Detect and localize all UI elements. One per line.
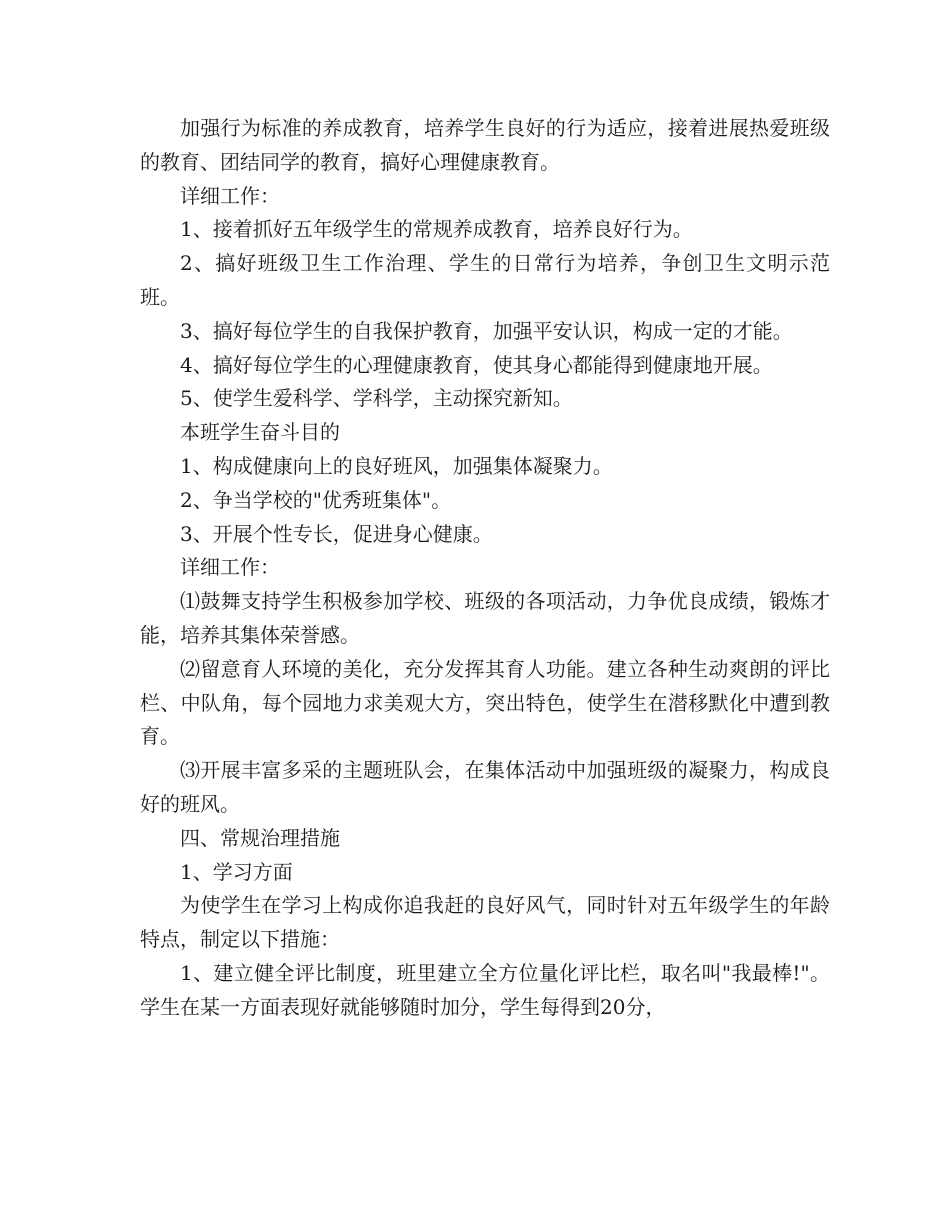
paragraph: 1、构成健康向上的良好班风，加强集体凝聚力。 [180,453,613,478]
paragraph: 详细工作： [180,183,280,208]
paragraph: 加强行为标准的养成教育，培养学生良好的行为适应，接着进展热爱班级的教育、团结同学的教育，搞好心理健康教育。 [140,116,830,174]
paragraph: 3、搞好每位学生的自我保护教育，加强平安认识，构成一定的才能。 [180,318,793,343]
section-heading: 四、常规治理措施 [180,825,340,850]
paragraph: 4、搞好每位学生的心理健康教育，使其身心都能得到健康地开展。 [180,352,773,377]
paragraph: 为使学生在学习上构成你追我赶的良好风气，同时针对五年级学生的年龄特点，制定以下措施： [140,893,830,952]
paragraph: ⑶开展丰富多采的主题班队会，在集体活动中加强班级的凝聚力，构成良好的班风。 [140,758,830,816]
document-body [140,112,830,1025]
paragraph: ⑴鼓舞支持学生积极参加学校、班级的各项活动，力争优良成绩，锻炼才能，培养其集体荣誉感。 [140,589,830,647]
paragraph: 详细工作： [180,555,280,580]
paragraph: ⑵留意育人环境的美化，充分发挥其育人功能。建立各种生动爽朗的评比栏、中队角，每个园地力求美观大方，突出特色，使学生在潜移默化中遭到教育。 [140,656,830,749]
paragraph: 1、建立健全评比制度，班里建立全方位量化评比栏，取名叫"我最棒!"。学生在某一方面表现好就能够随时加分，学生每得到20分， [140,960,830,1019]
paragraph: 2、搞好班级卫生工作治理、学生的日常行为培养，争创卫生文明示范班。 [140,251,830,309]
paragraph: 3、开展个性专长，促进身心健康。 [180,521,493,546]
paragraph: 1、接着抓好五年级学生的常规养成教育，培养良好行为。 [180,217,693,242]
section-heading: 本班学生奋斗目的 [180,420,340,445]
paragraph: 2、争当学校的"优秀班集体"。 [180,487,452,512]
paragraph: 5、使学生爱科学、学科学，主动探究新知。 [180,386,573,411]
subsection-heading: 1、学习方面 [180,859,293,884]
